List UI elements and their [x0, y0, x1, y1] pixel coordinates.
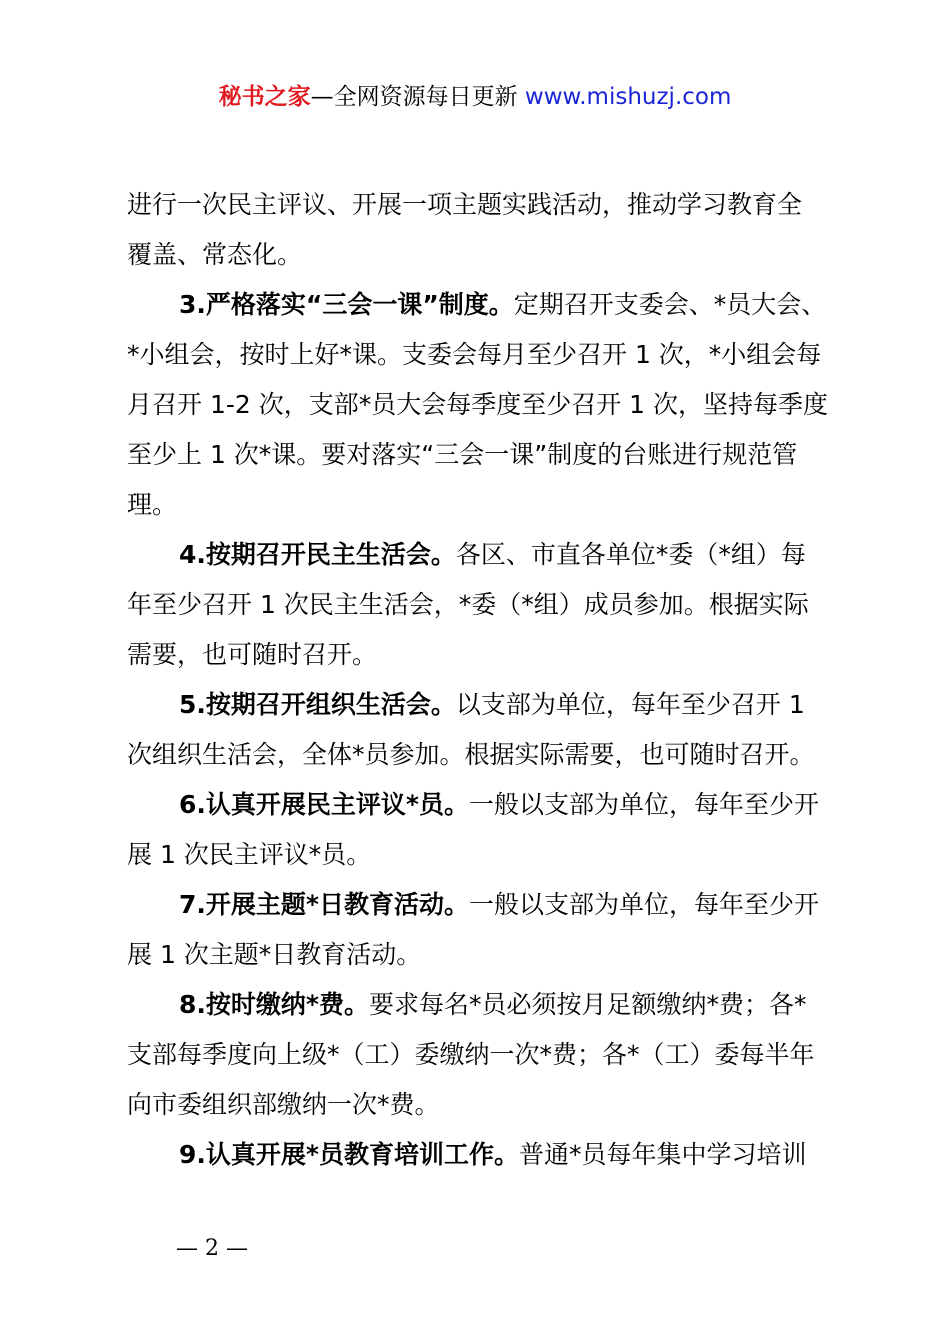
text-line: 进行一次民主评议、开展一项主题实践活动，推动学习教育全: [127, 190, 803, 219]
text-line: 8.按时缴纳*费。要求每名*员必须按月足额缴纳*费；各*: [179, 990, 807, 1019]
section-heading: 6.认真开展民主评议*员。: [179, 790, 469, 819]
paragraph-4: [127, 530, 847, 680]
brand-name: 秘书之家: [218, 84, 311, 110]
paragraph-6: [127, 780, 847, 880]
page-number: — 2 —: [176, 1236, 248, 1261]
header-tagline: —全网资源每日更新: [310, 84, 525, 110]
text-line: 展 1 次民主评议*员。: [127, 840, 372, 869]
section-heading: 7.开展主题*日教育活动。: [179, 890, 469, 919]
section-heading: 3.严格落实“三会一课”制度。: [179, 290, 514, 319]
text-line: 展 1 次主题*日教育活动。: [127, 940, 422, 969]
paragraph-5: [127, 680, 847, 780]
text-line: 支部每季度向上级*（工）委缴纳一次*费；各*（工）委每半年: [127, 1040, 815, 1069]
text-line: 6.认真开展民主评议*员。一般以支部为单位，每年至少开: [179, 790, 819, 819]
text-line: 需要，也可随时召开。: [127, 640, 378, 669]
text-line: 年至少召开 1 次民主生活会，*委（*组）成员参加。根据实际: [127, 590, 809, 619]
paragraph-9: [127, 1130, 847, 1180]
text-line: 次组织生活会，全体*员参加。根据实际需要，也可随时召开。: [127, 740, 815, 769]
paragraph-8: [127, 980, 847, 1130]
text-line: 至少上 1 次*课。要对落实“三会一课”制度的台账进行规范管: [127, 440, 798, 469]
paragraph-2: [127, 180, 847, 280]
document-body: [127, 180, 847, 1180]
section-heading: 9.认真开展*员教育培训工作。: [179, 1140, 519, 1169]
paragraph-3: [127, 280, 847, 530]
text-line: 4.按期召开民主生活会。各区、市直各单位*委（*组）每: [179, 540, 806, 569]
text-line: 7.开展主题*日教育活动。一般以支部为单位，每年至少开: [179, 890, 819, 919]
text-line: 理。: [127, 490, 178, 519]
text-line: *小组会，按时上好*课。支委会每月至少召开 1 次，*小组会每: [127, 340, 822, 369]
section-heading: 5.按期召开组织生活会。: [179, 690, 456, 719]
text-line: 5.按期召开组织生活会。以支部为单位，每年至少召开 1: [179, 690, 805, 719]
text-line: 覆盖、常态化。: [127, 240, 303, 269]
section-heading: 8.按时缴纳*费。: [179, 990, 369, 1019]
text-line: 3.严格落实“三会一课”制度。定期召开支委会、*员大会、: [179, 290, 827, 319]
section-heading: 4.按期召开民主生活会。: [179, 540, 456, 569]
site-url-link[interactable]: www.mishuzj.com: [524, 84, 732, 110]
text-line: 9.认真开展*员教育培训工作。普通*员每年集中学习培训: [179, 1140, 807, 1169]
site-header: [0, 82, 950, 112]
paragraph-7: [127, 880, 847, 980]
text-line: 向市委组织部缴纳一次*费。: [127, 1090, 440, 1119]
text-line: 月召开 1-2 次，支部*员大会每季度至少召开 1 次，坚持每季度: [127, 390, 829, 419]
